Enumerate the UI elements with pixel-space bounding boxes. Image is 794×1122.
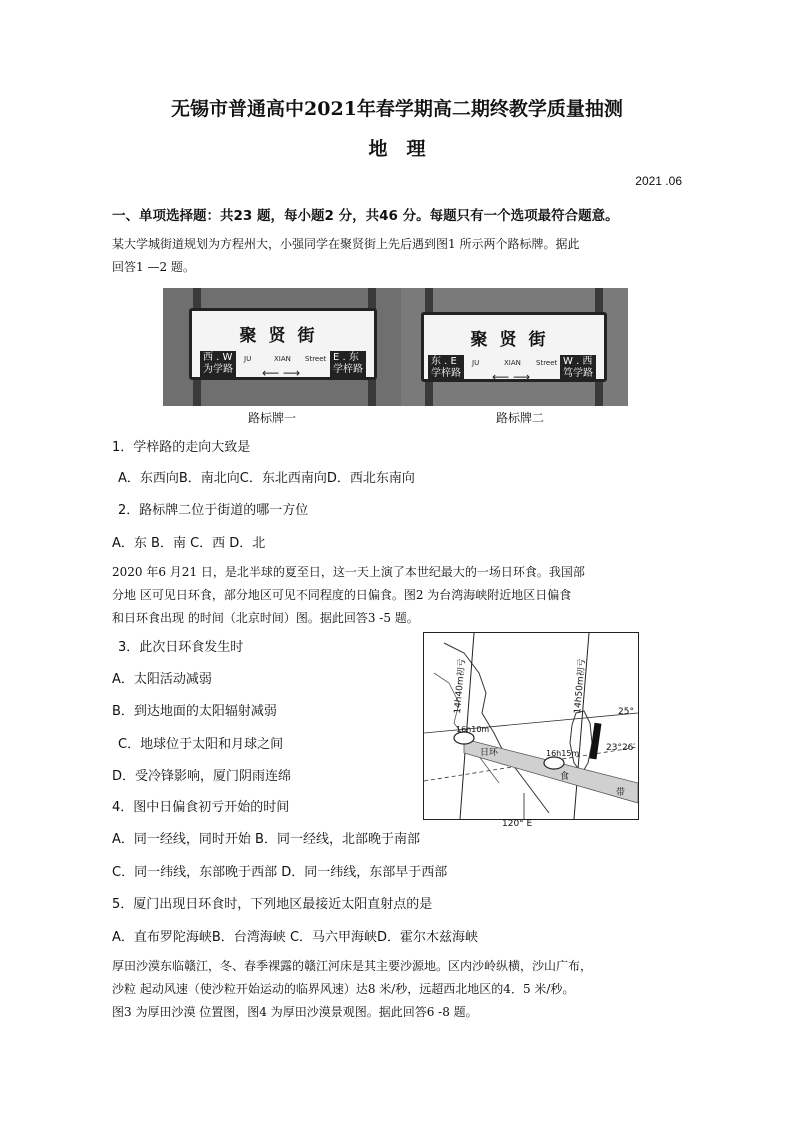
street-sign-1 (189, 308, 377, 380)
sign-1-left-label: 西 . W 为学路 (200, 351, 236, 377)
eclipse-map (423, 632, 639, 829)
q1-options: A．东西向B．南北向C．东北西南向D．西北东南向 (118, 471, 415, 486)
street-sign-photo-2 (401, 288, 628, 406)
sign-1-name: 聚贤街 (239, 326, 327, 346)
street-sign-2 (421, 312, 607, 382)
sign-2-xian: XIAN (504, 359, 521, 367)
label-lat-25: 25° (618, 707, 634, 717)
label-lat-2326: 23°26′ (606, 743, 636, 753)
intro-2-line-2: 分地 区可见日环食，部分地区可见不同程度的日偏食。图2 为台湾海峡附近地区日偏食 (112, 588, 572, 602)
label-120e: 120° E (502, 819, 533, 829)
q4-stem: 4．图中日偏食初亏开始的时间 (112, 800, 290, 815)
sign-2-right-label: W . 西 笃学路 (560, 355, 596, 381)
q3-option-d: D．受冷锋影响，厦门阴雨连绵 (112, 769, 292, 784)
street-sign-photo-1 (163, 288, 401, 406)
q3-option-c: C．地球位于太阳和月球之间 (118, 737, 284, 752)
sign-1-xian: XIAN (274, 355, 291, 363)
sign-2-ju: JU (472, 359, 480, 367)
exam-date: 2021 .06 (635, 174, 682, 188)
q3-option-b: B．到达地面的太阳辐射减弱 (112, 704, 277, 719)
intro-1 (112, 233, 686, 279)
sign-1-street: Street (305, 355, 327, 363)
intro-2 (112, 561, 686, 630)
q5-stem: 5．厦门出现日环食时，下列地区最接近太阳直射点的是 (112, 897, 433, 912)
subject-title: 地 理 (368, 138, 426, 160)
label-14h50: 14h50m初亏 (572, 658, 588, 715)
q5-options: A．直布罗陀海峡B．台湾海峡 C．马六甲海峡D．霍尔木兹海峡 (112, 930, 479, 945)
sign-1-arrows: ⟵ ⟶ (262, 366, 301, 380)
sign-1-right-label: E . 东 学梓路 (330, 351, 366, 377)
caption-sign-2: 路标牌二 (496, 411, 545, 425)
label-band: 带 (616, 788, 626, 798)
intro-3-line-2: 沙粒 起动风速（使沙粒开始运动的临界风速）达8 米/秒，远超西北地区的4．5 米/秒。 (112, 982, 575, 996)
intro-1-line-2: 回答1 —2 题。 (112, 260, 195, 274)
sign-2-left-label: 东 . E 学梓路 (428, 355, 464, 381)
intro-3-line-1: 厚田沙漠东临赣江，冬、春季裸露的赣江河床是其主要沙源地。区内沙岭纵横，沙山广布， (112, 959, 593, 973)
label-16h15: 16h15m (546, 749, 580, 758)
q4-options-2: C．同一纬线，东部晚于西部 D．同一纬线，东部早于西部 (112, 865, 448, 880)
q4-options-1: A．同一经线，同时开始 B．同一经线，北部晚于南部 (112, 832, 420, 847)
caption-sign-1: 路标牌一 (248, 411, 297, 425)
intro-1-line-1: 某大学城街道规划为方程州大，小强同学在聚贤街上先后遇到图1 所示两个路标牌。据此 (112, 237, 580, 251)
section-heading: 一、单项选择题：共23 题，每小题2 分，共46 分。每题只有一个选项最符合题意。 (112, 208, 619, 224)
sign-2-arrows: ⟵ ⟶ (492, 370, 531, 384)
intro-2-line-3: 和日环食出现 的时间（北京时间）图。据此回答3 -5 题。 (112, 611, 419, 625)
q3-stem: 3．此次日环食发生时 (118, 640, 244, 655)
label-ring: 日环 (480, 748, 499, 758)
label-ring-2: 食 (560, 772, 570, 782)
intro-2-line-1: 2020 年6 月21 日，是北半球的夏至日，这一天上演了本世纪最大的一场日环食。我国部 (112, 565, 585, 579)
label-14h40: 14h40m初亏 (452, 658, 468, 715)
sign-1-ju: JU (244, 355, 252, 363)
q2-stem: 2．路标牌二位于街道的哪一方位 (118, 503, 309, 518)
intro-3 (112, 955, 686, 1024)
intro-3-line-3: 图3 为厚田沙漠 位置图，图4 为厚田沙漠景观图。据此回答6 -8 题。 (112, 1005, 478, 1019)
sign-2-street: Street (536, 359, 558, 367)
q1-stem: 1．学梓路的走向大致是 (112, 440, 251, 455)
exam-title: 无锡市普通高中2021年春学期高二期终教学质量抽测 (171, 98, 623, 120)
q3-option-a: A．太阳活动减弱 (112, 672, 212, 687)
label-16h10: 16h10m (456, 725, 490, 734)
q2-options: A．东 B．南 C．西 D．北 (112, 536, 266, 551)
sign-2-name: 聚贤街 (470, 330, 558, 350)
